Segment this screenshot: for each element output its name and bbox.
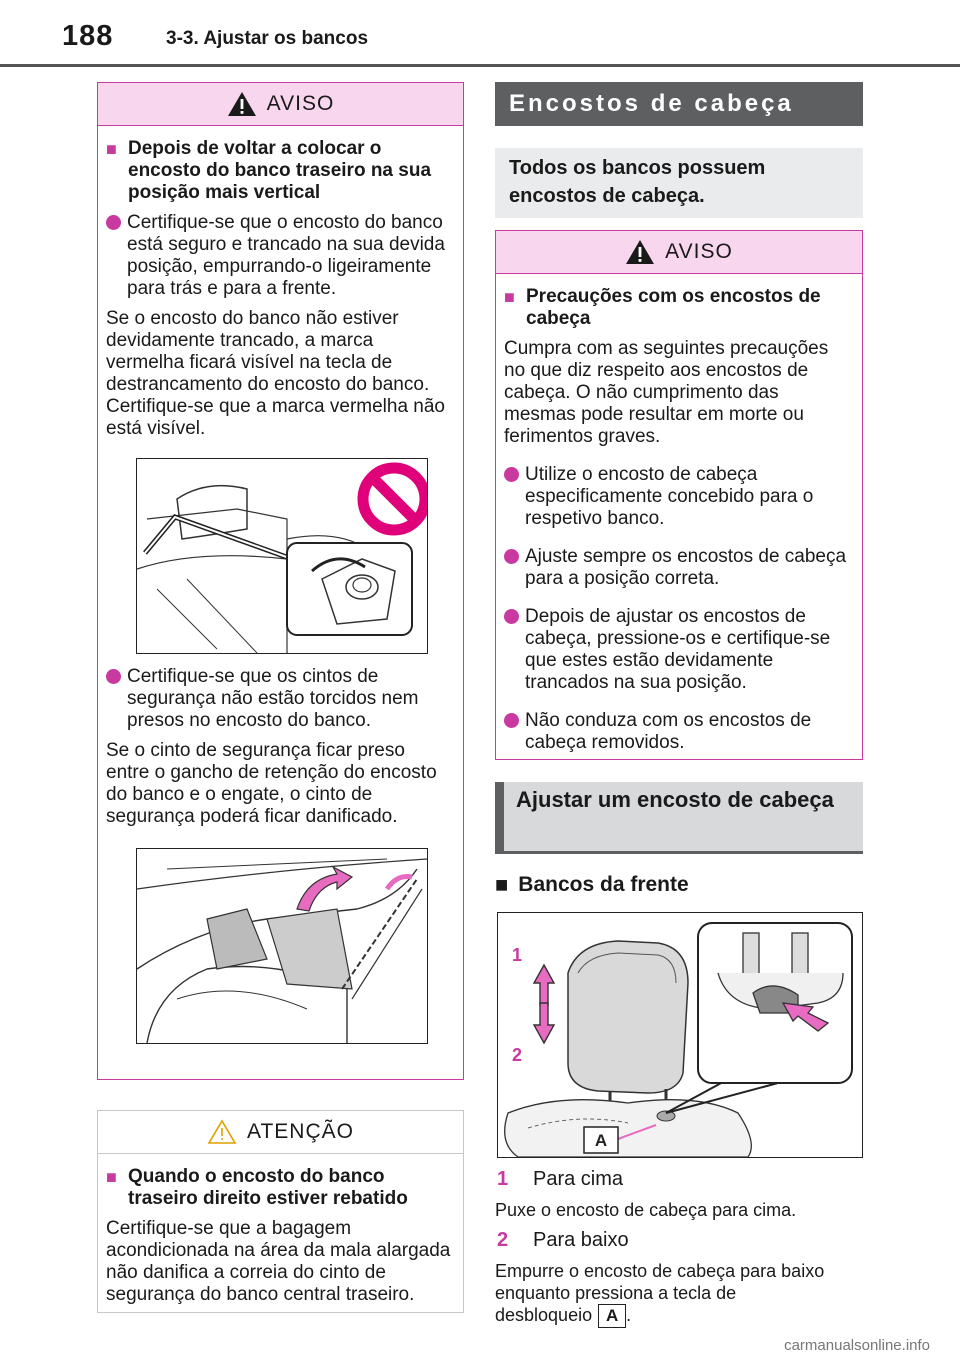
aviso-heading: ■ Precauções com os encostos de cabeça (504, 286, 821, 329)
prohibited-icon (363, 468, 425, 530)
atencao-header (98, 1111, 463, 1154)
caution-icon (207, 1119, 237, 1145)
step-description: Empurre o encosto de cabeça para baixo enquanto pressiona a tecla de desbloqueio A . (495, 1260, 835, 1328)
aviso-bullet: Certifique-se que os cintos de segurança não estão torcidos nem presos no encosto do banco. (106, 666, 453, 732)
label-down: 2 (512, 1045, 523, 1065)
aviso-paragraph: Se o encosto do banco não estiver devidamente trancado, a marca vermelha ficará visível na tecla de destrancamento do encosto do banco. Certifique-se que a marca vermelha não está visível. (106, 308, 446, 439)
label-key: A (594, 1131, 608, 1150)
label-up: 1 (512, 945, 523, 965)
aviso-title: AVISO (665, 240, 733, 263)
aviso-bullet: Não conduza com os encostos de cabeça removidos. (504, 710, 852, 754)
left-column (97, 82, 464, 1313)
dot-bullet-icon (504, 609, 519, 624)
dot-bullet-icon (504, 713, 519, 728)
aviso-bullet: Depois de ajustar os encostos de cabeça, pressione-os e certifique-se que estes estão devidamente trancados na sua posição. (504, 606, 852, 694)
header-rule (0, 64, 960, 67)
square-bullet-icon: ■ (106, 139, 117, 159)
atencao-heading: ■ Quando o encosto do banco traseiro direito estiver rebatido (106, 1166, 408, 1209)
intro-box: Todos os bancos possuem encostos de cabeça. (495, 148, 863, 218)
aviso-box-right (495, 230, 863, 760)
sub-heading: ■ Bancos da frente (495, 872, 689, 897)
atencao-box (97, 1110, 464, 1313)
square-bullet-icon: ■ (495, 872, 509, 897)
adjust-banner: Ajustar um encosto de cabeça (495, 782, 863, 854)
step-1 (495, 1168, 863, 1191)
atencao-paragraph: Certifique-se que a bagagem acondicionada na área da mala alargada não danifica a correia do cinto de segurança do banco central traseiro. (106, 1218, 451, 1305)
dot-bullet-icon (504, 549, 519, 564)
step-number: 1 (497, 1168, 509, 1190)
aviso-bullet: Utilize o encosto de cabeça especificamente concebido para o respetivo banco. (504, 464, 852, 530)
seat-belt-illustration (136, 848, 428, 1044)
aviso-header (496, 231, 862, 274)
step-description: Puxe o encosto de cabeça para cima. (495, 1200, 797, 1220)
section-banner: Encostos de cabeça (495, 82, 863, 126)
right-column (495, 82, 863, 1328)
dot-bullet-icon (504, 467, 519, 482)
step-label: Para baixo (533, 1229, 629, 1251)
headrest-drawing (498, 913, 862, 1157)
section-title: 3-3. Ajustar os bancos (166, 28, 369, 49)
aviso-box-left (97, 82, 464, 1080)
aviso-paragraph: Se o cinto de segurança ficar preso entre o gancho de retenção do encosto do banco e o engate, o cinto de segurança poderá ficar danificado. (106, 740, 437, 827)
step-label: Para cima (533, 1168, 624, 1190)
aviso-heading: ■ Depois de voltar a colocar o encosto do banco traseiro na sua posição mais vertical (106, 138, 432, 203)
key-label-box: A (598, 1304, 626, 1328)
seat-lock-illustration (136, 458, 428, 654)
warning-icon (227, 91, 257, 117)
square-bullet-icon: ■ (504, 287, 515, 307)
aviso-title: AVISO (266, 92, 335, 115)
page-number: 188 (62, 20, 114, 52)
aviso-bullet: Certifique-se que o encosto do banco está seguro e trancado na sua devida posição, empurrando-o ligeiramente para trás e para a frente. (106, 212, 453, 300)
aviso-bullet: Ajuste sempre os encostos de cabeça para a posição correta. (504, 546, 852, 590)
dot-bullet-icon (106, 215, 121, 230)
dot-bullet-icon (106, 669, 121, 684)
step-2 (495, 1229, 863, 1252)
aviso-paragraph: Cumpra com as seguintes precauções no que diz respeito aos encostos de cabeça. O não cumprimento das mesmas pode resultar em morte ou ferimentos graves. (504, 338, 829, 447)
seat-lock-drawing (137, 459, 427, 653)
watermark: carmanualsonline.info (784, 1337, 930, 1354)
atencao-title: ATENÇÃO (247, 1120, 354, 1143)
warning-icon (625, 239, 655, 265)
step-number: 2 (497, 1229, 509, 1251)
aviso-header (98, 83, 463, 126)
square-bullet-icon: ■ (106, 1167, 117, 1187)
seat-belt-drawing (137, 849, 427, 1043)
page-header (0, 0, 960, 70)
headrest-illustration (497, 912, 863, 1158)
